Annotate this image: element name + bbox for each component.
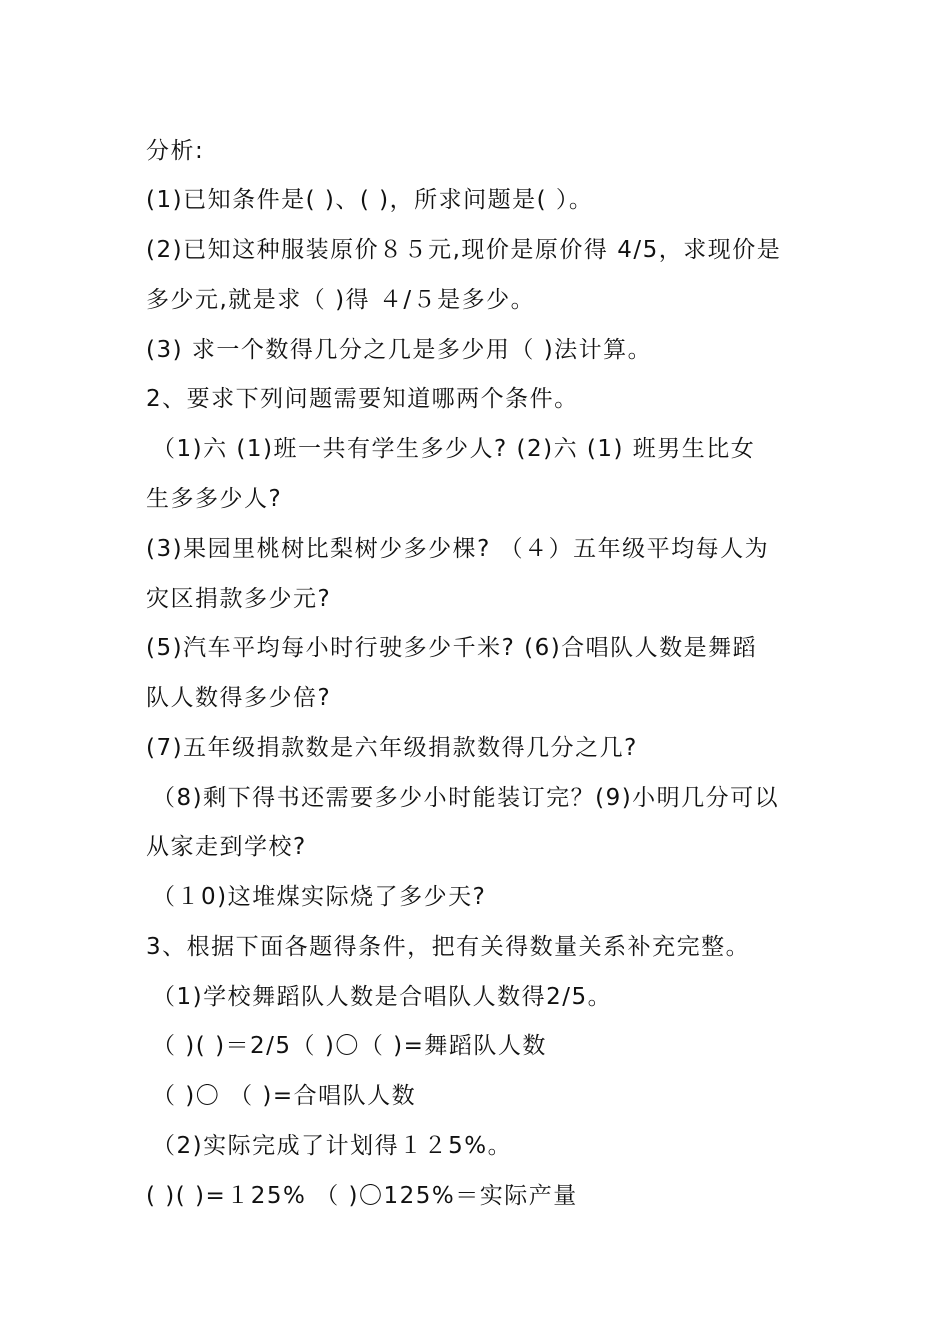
analysis-heading: 分析: [146,138,205,164]
text-line: （1)学校舞蹈队人数是合唱队人数得2/5。 [152,984,613,1010]
text-line: (2)已知这种服装原价８５元,现价是原价得 4/5，求现价是 [146,237,782,263]
text-line: (1)已知条件是( )、( )，所求问题是( ）。 [146,187,594,213]
text-line: （１0)这堆煤实际烧了多少天? [152,884,487,910]
text-line: 从家走到学校? [146,834,307,860]
text-line: 多少元,就是求（ )得 ４/５是多少。 [146,287,536,313]
text-line: （ )( )＝2/5（ )〇（ )=舞蹈队人数 [152,1033,547,1059]
text-line: （8)剩下得书还需要多少小时能装订完？(9)小明几分可以 [152,785,780,811]
text-line: (7)五年级捐款数是六年级捐款数得几分之几? [146,735,638,761]
text-line: （1)六 (1)班一共有学生多少人? (2)六 (1) 班男生比女 [152,436,756,462]
text-line: (3)果园里桃树比梨树少多少棵? （４）五年级平均每人为 [146,536,770,562]
text-line: （2)实际完成了计划得１２5%。 [152,1133,513,1159]
section-heading: 2、要求下列问题需要知道哪两个条件。 [146,386,579,412]
text-line: 队人数得多少倍? [146,685,332,711]
text-line: (3) 求一个数得几分之几是多少用（ )法计算。 [146,337,653,363]
text-line: (5)汽车平均每小时行驶多少千米? (6)合唱队人数是舞蹈 [146,635,758,661]
text-line: 灾区捐款多少元? [146,586,332,612]
text-line: ( )( )=１25% （ )〇125%＝实际产量 [146,1183,578,1209]
text-line: （ )〇 （ )=合唱队人数 [152,1083,417,1109]
text-line: 生多多少人? [146,486,283,512]
section-heading: 3、根据下面各题得条件，把有关得数量关系补充完整。 [146,934,751,960]
